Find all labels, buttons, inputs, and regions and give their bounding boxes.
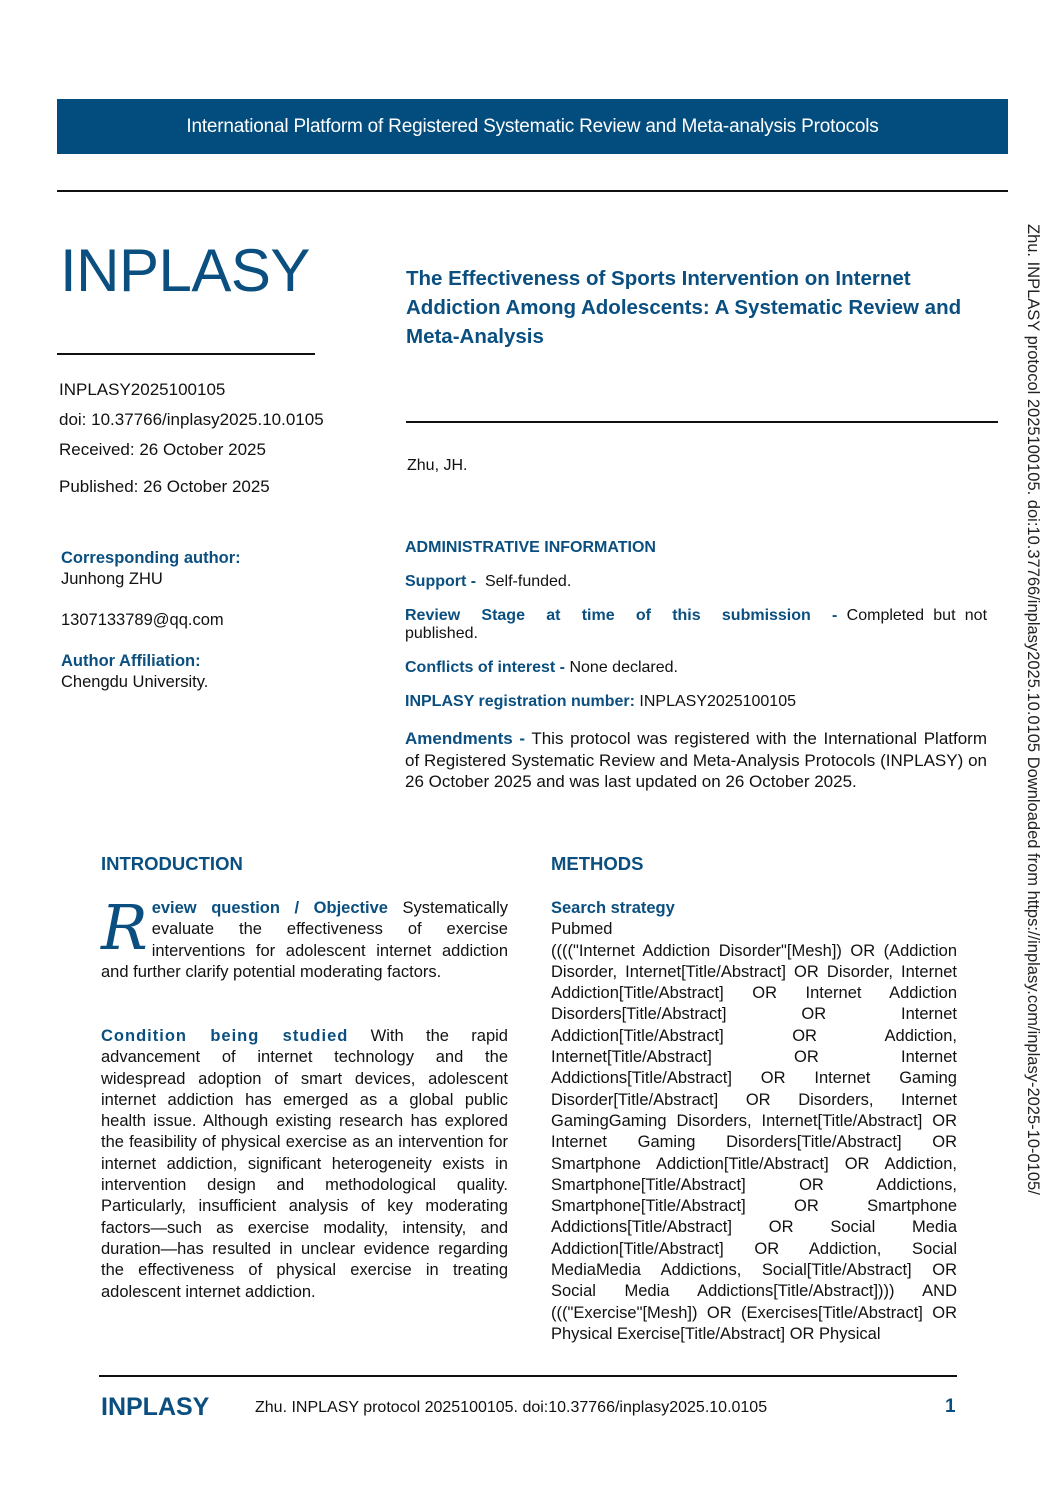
review-question-text: Systematically evaluate the effectiveness of exercise interventions for adolescent internet addiction and further clarify potential moderating factors.	[101, 899, 508, 981]
amendments-item	[405, 728, 987, 793]
condition-paragraph	[101, 1026, 508, 1303]
received-date: Received: 26 October 2025	[59, 440, 266, 459]
introduction-heading: INTRODUCTION	[101, 853, 243, 874]
registration-item	[405, 693, 987, 711]
amendments-label: Amendments -	[405, 729, 525, 748]
banner-text: International Platform of Registered Systematic Review and Meta-analysis Protocols	[186, 115, 879, 137]
support-item	[405, 573, 987, 591]
search-strategy-label: Search strategy	[551, 899, 675, 917]
admin-heading-text: ADMINISTRATIVE INFORMATION	[405, 539, 656, 556]
logo-divider	[57, 353, 315, 355]
footer-divider	[99, 1375, 957, 1377]
header-divider	[57, 190, 1008, 192]
registration-id: INPLASY2025100105	[59, 380, 226, 399]
paper-title: The Effectiveness of Sports Intervention on Internet Addiction Among Adolescents: A Systematic Review and Meta-Analysis	[406, 267, 962, 348]
support-label: Support -	[405, 573, 477, 590]
inplasy-logo: INPLASY	[60, 237, 310, 304]
review-question-label: eview question / Objective	[151, 899, 388, 917]
methods-heading: METHODS	[551, 853, 644, 874]
search-query: (((("Internet Addiction Disorder"[Mesh]) OR (Addiction Disorder, Internet[Title/Abstract] OR Disorder, Internet Addiction[Title/Abstract] OR Internet Addiction Disorders[Title/Abstract] OR Internet Addiction[Title/Abstract] OR Addiction, Internet[Title/Abstract] OR Internet Addictions[Title/Abstract] OR Internet Gaming Disorder[Title/Abstract] OR Disorders, Internet GamingGaming Disorders, Internet[Title/Abstract] OR Internet Gaming Disorders[Title/Abstract] OR Smartphone Addiction[Title/Abstract] OR Addiction, Smartphone[Title/Abstract] OR Addictions, Smartphone[Title/Abstract] OR Smartphone Addictions[Title/Abstract] OR Social Media Addiction[Title/Abstract] OR Addiction, Social MediaMedia Addictions, Social[Title/Abstract] OR Social Media Addictions[Title/Abstract]))) AND ((("Exercise"[Mesh]) OR (Exercises[Title/Abstract] OR Physical Exercise[Title/Abstract] OR Physical	[551, 941, 957, 1343]
conflicts-item	[405, 659, 987, 677]
corresponding-author-name: Junhong ZHU	[61, 570, 163, 588]
support-value: Self-funded.	[484, 573, 572, 590]
review-stage-value: Completed but not published.	[405, 607, 988, 642]
condition-label: Condition being studied	[101, 1027, 349, 1045]
review-stage-item	[405, 607, 987, 643]
published-date: Published: 26 October 2025	[59, 477, 270, 496]
title-divider	[406, 421, 998, 423]
corresponding-author-block	[61, 548, 241, 693]
footer-logo: INPLASY	[101, 1393, 210, 1421]
review-question-paragraph	[101, 891, 508, 983]
author-line: Zhu, JH.	[407, 457, 468, 474]
registration-value: INPLASY2025100105	[639, 693, 796, 710]
admin-heading	[405, 539, 987, 557]
conflicts-label: Conflicts of interest -	[405, 659, 566, 676]
corresponding-author-label: Corresponding author:	[61, 549, 241, 567]
affiliation-label: Author Affiliation:	[61, 652, 201, 670]
footer-citation: Zhu. INPLASY protocol 2025100105. doi:10.37766/inplasy2025.10.0105	[255, 1399, 768, 1416]
corresponding-email[interactable]: 1307133789@qq.com	[61, 611, 224, 629]
search-database: Pubmed	[551, 920, 613, 939]
registration-label: INPLASY registration number:	[405, 693, 635, 710]
doi: doi: 10.37766/inplasy2025.10.0105	[59, 410, 324, 429]
conflicts-value: None declared.	[569, 659, 678, 676]
search-strategy-block	[551, 898, 957, 1345]
amendments-value: This protocol was registered with the International Platform of Registered Systematic Review and Meta-Analysis Protocols (INPLASY) on 26 October 2025 and was last updated on 26 October 2025.	[405, 729, 987, 791]
dropcap-letter: R	[101, 891, 148, 964]
condition-text: With the rapid advancement of internet technology and the widespread adoption of smart devices, adolescent internet addiction has emerged as a global public health issue. Although existing research has explored the feasibility of physical exercise as an intervention for internet addiction, significant heterogeneity exists in intervention design and methodological quality. Particularly, insufficient analysis of key moderating factors—such as exercise modality, intensity, and duration—has resulted in unclear evidence regarding the effectiveness of physical exercise in treating adolescent internet addiction.	[101, 1027, 508, 1301]
vertical-citation-note: Zhu. INPLASY protocol 2025100105. doi:10.37766/inplasy2025.10.0105 Downloaded from https://inplasy.com/inplasy-2025-10-0105/	[1024, 224, 1042, 1195]
page-number: 1	[945, 1396, 956, 1417]
review-stage-label: Review Stage at time of this submission -	[405, 607, 838, 624]
journal-banner	[57, 99, 1008, 154]
affiliation-value: Chengdu University.	[61, 673, 209, 691]
